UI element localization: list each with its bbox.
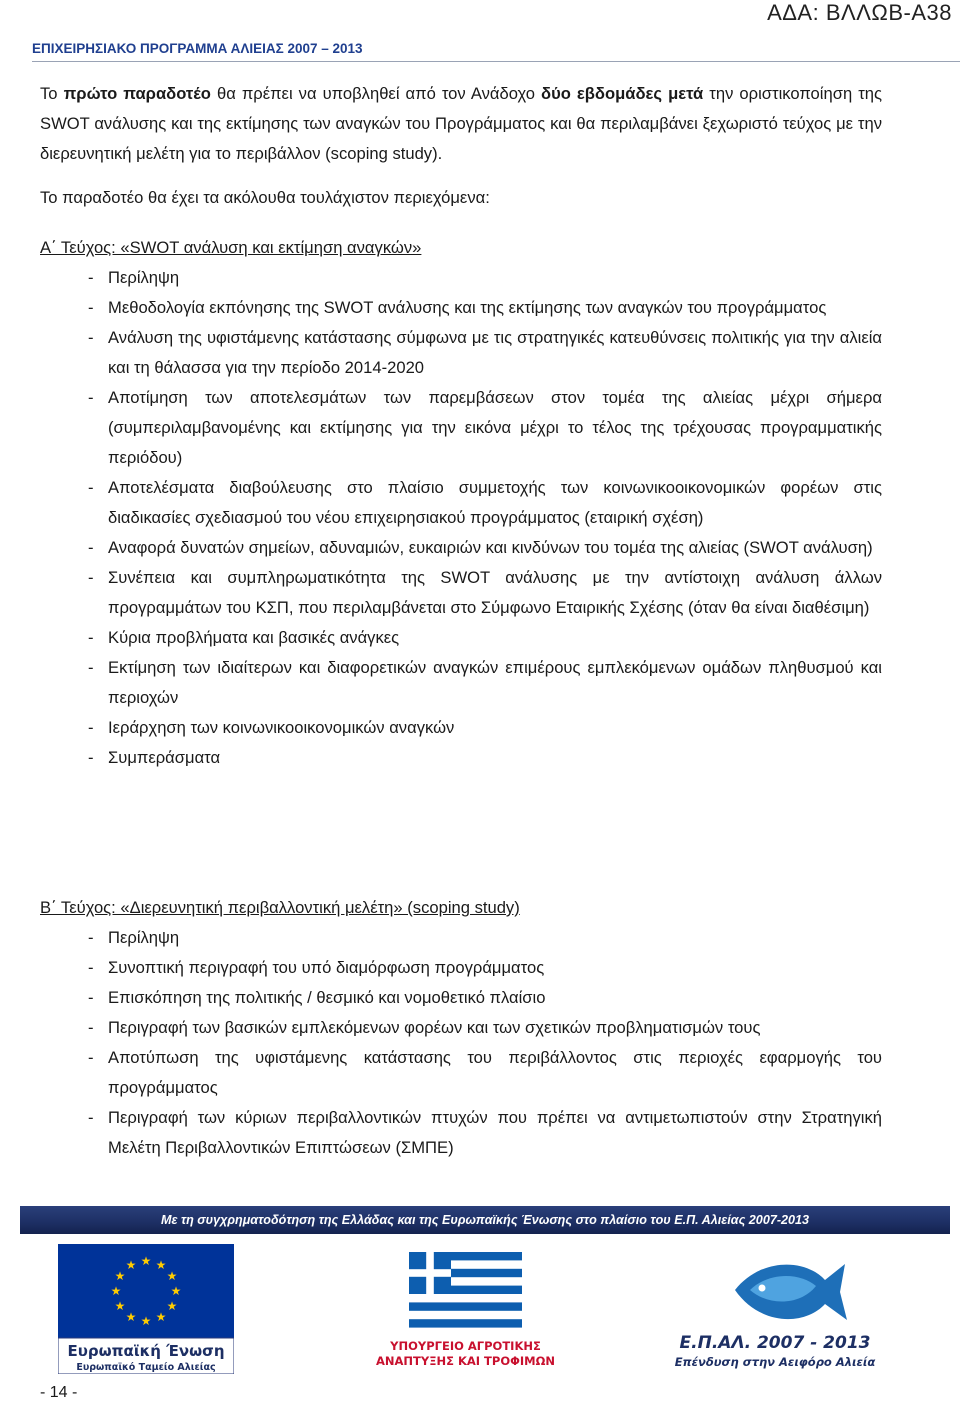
header-divider [32, 61, 960, 62]
list-item: - Περιγραφή των βασικών εμπλεκόμενων φορέων και των σχετικών προβληματισμών τους [88, 1013, 882, 1043]
eu-star-icon: ★ [155, 1258, 167, 1272]
section-b-list [88, 923, 882, 1163]
list-item: - Συμπεράσματα [88, 743, 882, 773]
eu-star-icon: ★ [170, 1284, 182, 1298]
list-item: - Περίληψη [88, 923, 882, 953]
list-item: - Περιγραφή των κύριων περιβαλλοντικών πτυχών που πρέπει να αντιμετωπιστούν στην Στρατηγική Μελέτη Περιβαλλοντικών Επιπτώσεων (ΣΜΠΕ) [88, 1103, 882, 1163]
section-a-list [88, 263, 882, 773]
eu-star-icon: ★ [125, 1258, 137, 1272]
section-a-title: Α΄ Τεύχος: «SWOT ανάλυση και εκτίμηση αναγκών» [40, 238, 422, 257]
eu-flag-logo [58, 1244, 234, 1374]
eu-star-icon: ★ [166, 1299, 178, 1313]
list-item: - Ιεράρχηση των κοινωνικοοικονομικών αναγκών [88, 713, 882, 743]
eu-star-icon: ★ [114, 1269, 126, 1283]
eu-star-icon: ★ [155, 1310, 167, 1324]
epal-subtitle: Επένδυση στην Αειφόρο Αλιεία [674, 1355, 876, 1369]
eu-logo-subtitle: Ευρωπαϊκό Ταμείο Αλιείας [76, 1362, 216, 1373]
eu-logo-title: Ευρωπαϊκή Ένωση [67, 1342, 225, 1360]
eu-star-icon: ★ [125, 1310, 137, 1324]
epal-title: Ε.Π.ΑΛ. 2007 - 2013 [679, 1333, 871, 1353]
eu-star-icon: ★ [140, 1314, 152, 1328]
list-item: - Επισκόπηση της πολιτικής / θεσμικό και νομοθετικό πλαίσιο [88, 983, 882, 1013]
eu-star-icon: ★ [166, 1269, 178, 1283]
fish-icon [735, 1264, 847, 1320]
list-item: - Αποτελέσματα διαβούλευσης στο πλαίσιο συμμετοχής των κοινωνικοοικονομικών φορέων στις διαδικασίες σχεδιασμού του νέου επιχειρησιακού προγράμματος (εταιρική σχέση) [88, 473, 882, 533]
greek-flag [409, 1252, 522, 1328]
document-header: ΕΠΙΧΕΙΡΗΣΙΑΚΟ ΠΡΟΓΡΑΜΜΑ ΑΛΙΕΙΑΣ 2007 – 2013 [32, 41, 363, 56]
list-item: - Αναφορά δυνατών σημείων, αδυναμιών, ευκαιριών και κινδύνων του τομέα της αλιείας (SWOT ανάλυση) [88, 533, 882, 563]
list-item: - Αποτύπωση της υφιστάμενης κατάστασης του περιβάλλοντος στις περιοχές εφαρμογής του προγράμματος [88, 1043, 882, 1103]
list-item: - Κύρια προβλήματα και βασικές ανάγκες [88, 623, 882, 653]
list-item: - Μεθοδολογία εκπόνησης της SWOT ανάλυσης και της εκτίμησης των αναγκών του προγράμματος [88, 293, 882, 323]
section-b-title: Β΄ Τεύχος: «Διερευνητική περιβαλλοντική μελέτη» (scoping study) [40, 898, 520, 917]
intro-paragraph: Το πρώτο παραδοτέο θα πρέπει να υποβληθεί από τον Ανάδοχο δύο εβδομάδες μετά την οριστικοποίηση της SWOT ανάλυσης και της εκτίμησης των αναγκών του Προγράμματος και θα περιλαμβάνει ξεχωριστό τεύχος με την διερευνητική μελέτη για το περιβάλλον (scoping study). [40, 84, 882, 163]
ministry-line-1: ΥΠΟΥΡΓΕΙΟ ΑΓΡΟΤΙΚΗΣ [390, 1339, 541, 1353]
contents-intro: Το παραδοτέο θα έχει τα ακόλουθα τουλάχιστον περιεχόμενα: [40, 188, 490, 207]
eu-star-icon: ★ [110, 1284, 122, 1298]
ada-code: ΑΔΑ: ΒΛΛΩΒ-Α38 [767, 0, 952, 25]
list-item: - Περίληψη [88, 263, 882, 293]
list-item: - Ανάλυση της υφιστάμενης κατάστασης σύμφωνα με τις στρατηγικές κατευθύνσεις πολιτικής για την αλιεία και τη θάλασσα για την περίοδο 2014-2020 [88, 323, 882, 383]
list-item: - Συνέπεια και συμπληρωματικότητα της SWOT ανάλυσης με την αντίστοιχη ανάλυση άλλων προγραμμάτων του ΚΣΠ, που περιλαμβάνεται στο Σύμφωνο Εταιρικής Σχέσης (όταν θα είναι διαθέσιμη) [88, 563, 882, 623]
ministry-line-2: ΑΝΑΠΤΥΞΗΣ ΚΑΙ ΤΡΟΦΙΜΩΝ [375, 1354, 556, 1368]
eu-star-icon: ★ [140, 1254, 152, 1268]
cofinancing-banner: Με τη συγχρηματοδότηση της Ελλάδας και της Ευρωπαϊκής Ένωσης στο πλαίσιο του Ε.Π. Αλιείας 2007-2013 [20, 1206, 950, 1234]
eu-star-icon: ★ [114, 1299, 126, 1313]
page-number: - 14 - [40, 1384, 78, 1401]
list-item: - Αποτίμηση των αποτελεσμάτων των παρεμβάσεων στον τομέα της αλιείας μέχρι σήμερα (συμπεριλαμβανομένης και εκτίμησης για την εικόνα μέχρι το τέλος της τρέχουσας προγραμματικής περιόδου) [88, 383, 882, 473]
epal-logo [640, 1250, 910, 1372]
list-item: - Συνοπτική περιγραφή του υπό διαμόρφωση προγράμματος [88, 953, 882, 983]
list-item: - Εκτίμηση των ιδιαίτερων και διαφορετικών αναγκών επιμέρους εμπλεκόμενων ομάδων πληθυσμού και περιοχών [88, 653, 882, 713]
greek-ministry-logo [353, 1252, 578, 1372]
